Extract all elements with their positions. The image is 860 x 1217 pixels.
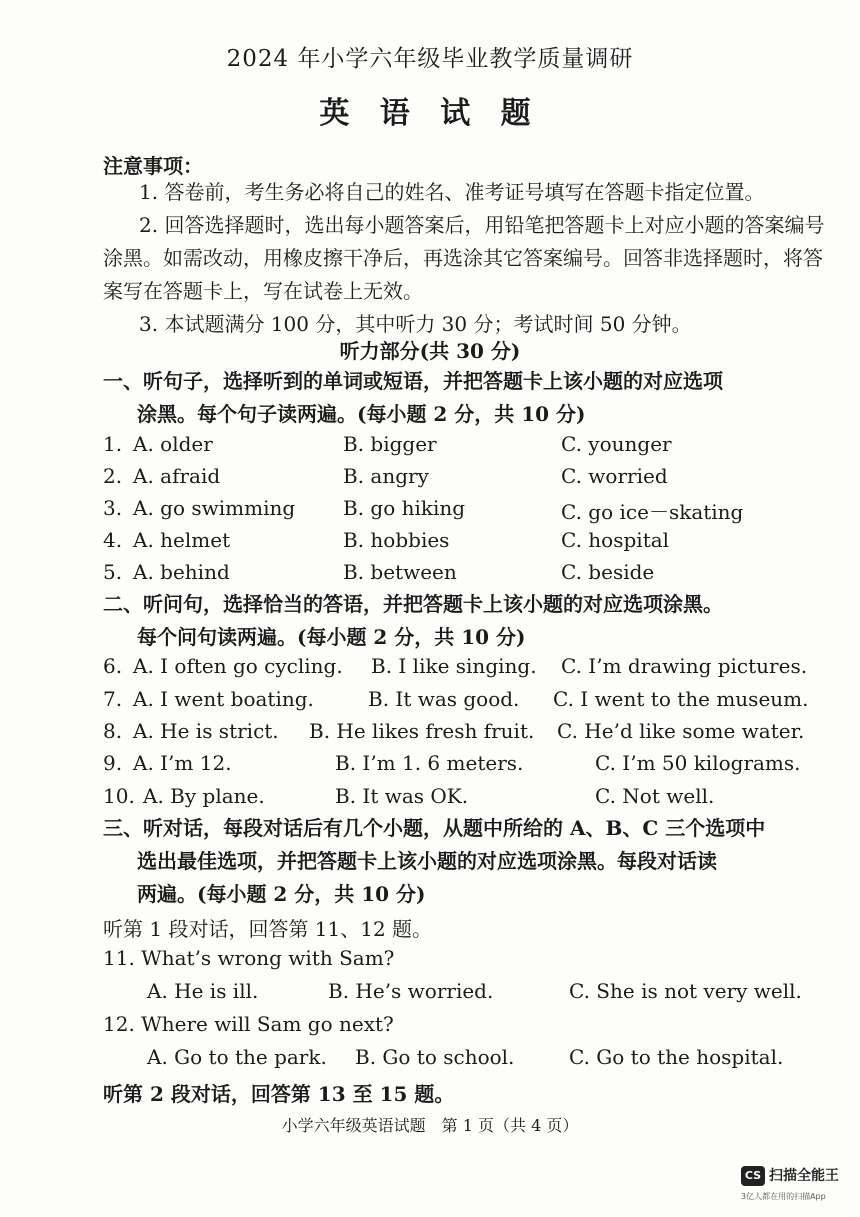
option-a: A. I often go cycling. (133, 654, 343, 678)
option-b: B. angry (343, 464, 429, 488)
option-a: A. He is ill. (147, 979, 259, 1003)
option-b: B. go hiking (343, 496, 466, 520)
scanner-watermark (741, 1164, 851, 1210)
question-number: 2. (103, 464, 123, 488)
option-a: A. I’m 12. (133, 751, 232, 775)
question-number: 7. (103, 687, 123, 711)
option-c: C. He’d like some water. (557, 719, 805, 743)
option-b: B. between (343, 560, 457, 584)
exam-title: 2024 年小学六年级毕业教学质量调研 (226, 46, 634, 72)
question-12-stem: 12. Where will Sam go next? (103, 1012, 394, 1036)
question-number: 8. (103, 719, 123, 743)
watermark-brand: 扫描全能王 (769, 1168, 839, 1184)
notice-item-2: 2. 回答选择题时，选出每小题答案后，用铅笔把答题卡上对应小题的答案编号涂黑。如需改动，用橡皮擦干净后，再选涂其它答案编号。回答非选择题时，将答案写在答题卡上，写在试卷上无效。 (103, 213, 825, 303)
option-b: B. hobbies (343, 528, 450, 552)
option-c: C. I’m drawing pictures. (561, 654, 808, 678)
dialog1-instruction: 听第 1 段对话，回答第 11、12 题。 (103, 917, 433, 941)
option-b: B. It was good. (368, 687, 520, 711)
option-c: C. worried (561, 464, 668, 488)
section1-title-line1: 一、听句子，选择听到的单词或短语，并把答题卡上该小题的对应选项 (103, 369, 723, 393)
option-a: A. helmet (133, 528, 231, 552)
question-number: 4. (103, 528, 123, 552)
question-number: 3. (103, 496, 123, 520)
section3-title-line1: 三、听对话，每段对话后有几个小题，从题中所给的 A、B、C 三个选项中 (103, 816, 766, 840)
section1-title-line2: 涂黑。每个句子读两遍。(每小题 2 分，共 10 分) (137, 402, 586, 426)
option-c: C. younger (561, 432, 672, 456)
option-a: A. older (133, 432, 213, 456)
notice-item-3: 3. 本试题满分 100 分，其中听力 30 分；考试时间 50 分钟。 (139, 312, 692, 336)
section2-title-line1: 二、听问句，选择恰当的答语，并把答题卡上该小题的对应选项涂黑。 (103, 592, 723, 616)
section3-title-line3: 两遍。(每小题 2 分，共 10 分) (137, 882, 426, 906)
question-number: 1. (103, 432, 123, 456)
question-number: 9. (103, 751, 123, 775)
question-number: 6. (103, 654, 123, 678)
option-c: C. I went to the museum. (553, 687, 809, 711)
section3-title (103, 812, 838, 911)
section3-title-line2: 选出最佳选项，并把答题卡上该小题的对应选项涂黑。每段对话读 (137, 849, 717, 873)
option-c: C. beside (561, 560, 655, 584)
watermark-slogan: 3亿人都在用的扫描App (741, 1192, 826, 1201)
option-a: A. go swimming (133, 496, 296, 520)
option-a: A. afraid (133, 464, 221, 488)
option-c: C. Not well. (595, 784, 715, 808)
option-c: C. hospital (561, 528, 670, 552)
option-c: C. I’m 50 kilograms. (595, 751, 801, 775)
option-b: B. Go to school. (355, 1045, 515, 1069)
option-a: A. By plane. (143, 784, 265, 808)
option-c: C. She is not very well. (569, 979, 802, 1003)
section2-title-line2: 每个问句读两遍。(每小题 2 分，共 10 分) (137, 625, 526, 649)
listening-heading: 听力部分(共 30 分) (339, 339, 521, 363)
dialog2-instruction: 听第 2 段对话，回答第 13 至 15 题。 (103, 1082, 455, 1106)
option-b: B. I’m 1. 6 meters. (335, 751, 524, 775)
option-a: A. I went boating. (133, 687, 314, 711)
option-b: B. It was OK. (335, 784, 469, 808)
section2-title (103, 588, 838, 654)
camscanner-logo-icon: CS (741, 1166, 765, 1186)
option-b: B. bigger (343, 432, 437, 456)
option-a: A. He is strict. (133, 719, 279, 743)
section1-title (103, 365, 838, 431)
option-b: B. I like singing. (371, 654, 537, 678)
page-footer: 小学六年级英语试题 第 1 页（共 4 页） (281, 1116, 579, 1135)
question-number: 10. (103, 784, 135, 808)
notice-list (103, 176, 833, 341)
option-c: C. go ice－skating (561, 500, 744, 524)
question-11-stem: 11. What’s wrong with Sam? (103, 946, 395, 970)
option-b: B. He’s worried. (328, 979, 494, 1003)
option-c: C. Go to the hospital. (569, 1045, 784, 1069)
exam-subtitle: 英 语 试 题 (319, 96, 541, 131)
notice-item-1: 1. 答卷前，考生务必将自己的姓名、准考证号填写在答题卡指定位置。 (139, 180, 765, 204)
option-b: B. He likes fresh fruit. (309, 719, 535, 743)
question-number: 5. (103, 560, 123, 584)
notice-heading: 注意事项： (103, 154, 203, 178)
option-a: A. behind (133, 560, 230, 584)
option-a: A. Go to the park. (147, 1045, 327, 1069)
